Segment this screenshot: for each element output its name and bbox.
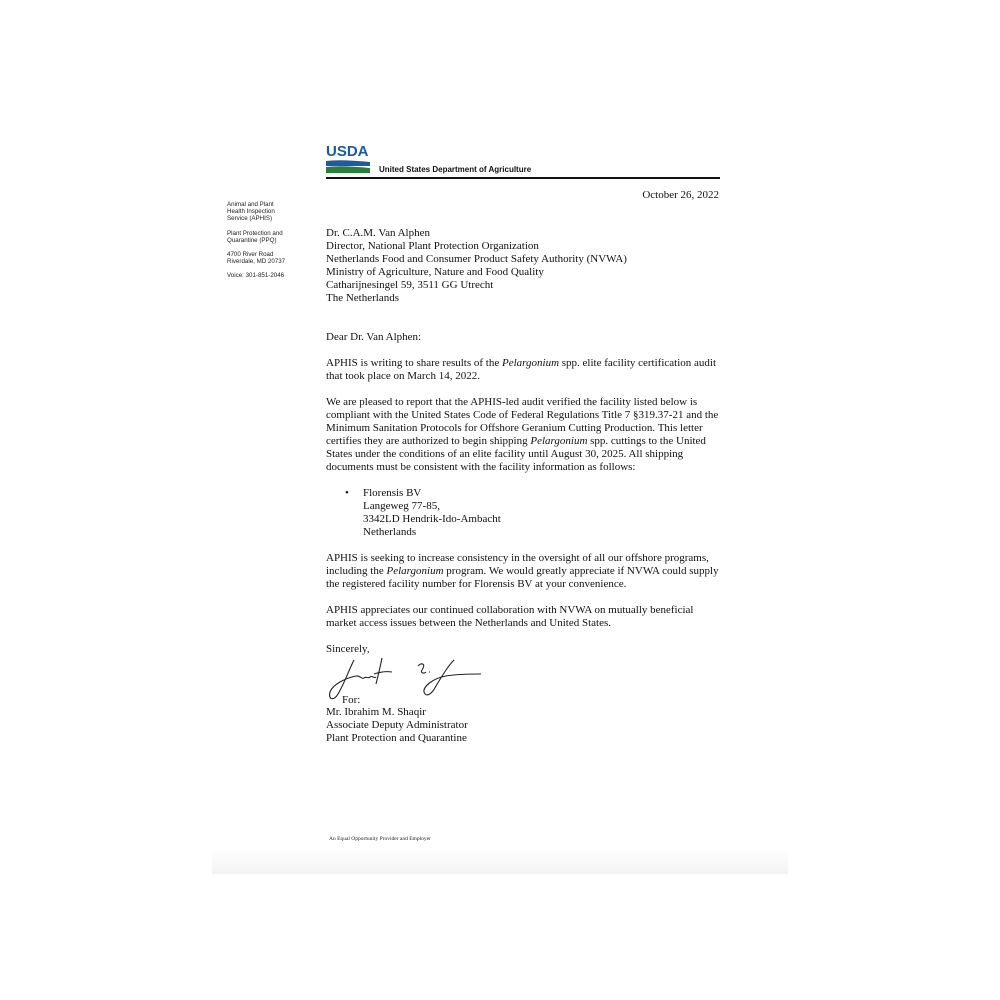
text-run: spp. cuttings to the United States under the conditions of an elite facility until August 30, 2025. All shipping documents must be consistent with the facility information as follows: (326, 435, 706, 473)
signatory-line: Plant Protection and Quarantine (326, 732, 467, 744)
sidebar-line: 4700 River Road (227, 251, 274, 259)
facility-line: 3342LD Hendrik-Ido-Ambacht (363, 513, 501, 525)
facility-line: Netherlands (363, 526, 417, 538)
recipient-address (326, 227, 722, 305)
bullet-icon: • (345, 487, 349, 499)
text-run: program. We would greatly appreciate if NVWA could supply the registered facility number for Florensis BV at your convenience. (326, 565, 719, 590)
sidebar-line: Quarantine (PPQ) (227, 236, 277, 244)
recipient-line: The Netherlands (326, 292, 399, 304)
closing: Sincerely, (326, 643, 370, 655)
sidebar-line: Plant Protection and (227, 229, 283, 237)
text-run: We are pleased to report that the APHIS-led audit verified the facility listed below is compliant with the United States Code of Federal Regulations Title 7 §319.37-21 and the Minimum Sanitation Protocols for Offshore Geranium Cutting Production. This letter certifies they are authorized to begin shipping (326, 396, 719, 447)
text-run: spp. elite facility certification audit that took place on March 14, 2022. (326, 357, 717, 382)
paragraph-certification (326, 396, 722, 474)
facility-line: Florensis BV (363, 487, 422, 499)
sidebar-line: Animal and Plant (227, 201, 274, 208)
usda-logo-text: USDA (326, 143, 369, 160)
sidebar-office (227, 201, 307, 223)
paragraph-collaboration: APHIS appreciates our continued collaboration with NVWA on mutually beneficial market access issues between the Netherlands and United States. (326, 604, 694, 629)
facility-list-item (326, 487, 722, 539)
signature-block (326, 656, 722, 706)
paragraph-audit-results (326, 357, 722, 383)
sidebar-line: Health Inspection (227, 208, 275, 216)
paragraph-consistency (326, 552, 722, 591)
sidebar-line: Service (APHIS) (227, 215, 273, 223)
footer-eeo: An Equal Opportunity Provider and Employer (329, 836, 431, 842)
recipient-line: Netherlands Food and Consumer Product Safety Authority (NVWA) (326, 253, 627, 265)
recipient-line: Dr. C.A.M. Van Alphen (326, 227, 430, 239)
for-label: For: (342, 694, 361, 706)
agency-name: United States Department of Agriculture (379, 165, 532, 174)
facility-line: Langeweg 77-85, (363, 500, 440, 512)
recipient-line: Catharijnesingel 59, 3511 GG Utrecht (326, 279, 494, 291)
sidebar-voice: Voice: 301-851-2046 (227, 272, 285, 280)
sidebar-address (227, 251, 307, 265)
genus-name: Pelargonium (386, 565, 444, 577)
text-run: APHIS is seeking to increase consistency in the oversight of all our offshore programs, including the (326, 552, 709, 577)
sidebar-line: Riverdale, MD 20737 (227, 258, 286, 266)
signatory-block (326, 706, 722, 745)
signatory-line: Associate Deputy Administrator (326, 719, 468, 731)
sidebar-program (227, 230, 307, 244)
recipient-line: Ministry of Agriculture, Nature and Food Quality (326, 266, 544, 278)
letter-date: October 26, 2022 (642, 189, 719, 201)
letterhead-rule (326, 177, 720, 179)
letter-body (326, 227, 722, 745)
salutation: Dear Dr. Van Alphen: (326, 331, 422, 343)
text-run: APHIS is writing to share results of the (326, 357, 502, 369)
recipient-line: Director, National Plant Protection Organization (326, 240, 539, 252)
genus-name: Pelargonium (530, 435, 588, 447)
usda-logo (326, 142, 372, 174)
genus-name: Pelargonium (501, 357, 560, 369)
sender-sidebar (227, 201, 307, 287)
page-bottom-shadow (212, 848, 788, 874)
signatory-line: Mr. Ibrahim M. Shaqir (326, 706, 426, 718)
